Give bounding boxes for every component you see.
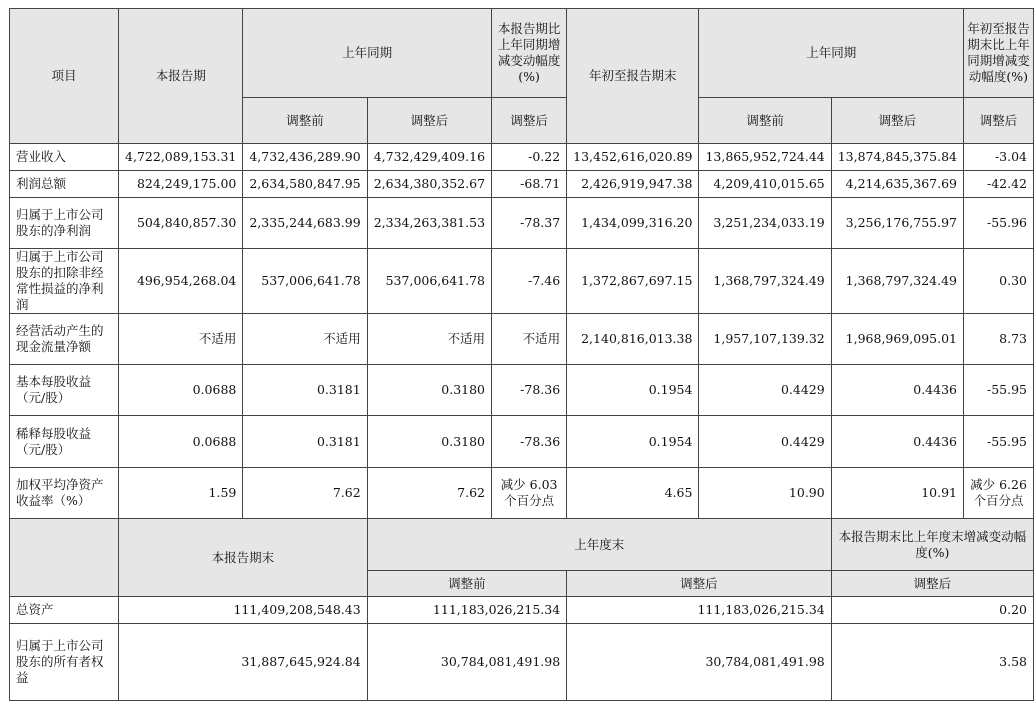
cell-ytd-prior-before: 0.4429: [699, 416, 831, 468]
cell-ytd-yoy: -55.96: [964, 198, 1034, 249]
row-label: 营业收入: [10, 144, 119, 171]
cell-prior-before: 0.3181: [243, 416, 367, 468]
table-row: [10, 171, 1034, 198]
cell-ytd: 2,140,816,013.38: [567, 314, 699, 365]
cell-current: 0.0688: [119, 416, 243, 468]
cell-yoy: -78.36: [492, 365, 567, 416]
cell-current: 824,249,175.00: [119, 171, 243, 198]
cell-ytd: 13,452,616,020.89: [567, 144, 699, 171]
cell-ytd-prior-after: 0.4436: [831, 365, 963, 416]
table-row: [10, 198, 1034, 249]
header2-after-adj-2: 调整后: [831, 571, 1033, 597]
cell-prior-after: 2,334,263,381.53: [367, 198, 491, 249]
cell-prior-after: 不适用: [367, 314, 491, 365]
cell-prior-after: 7.62: [367, 468, 491, 519]
table-row: [10, 314, 1034, 365]
cell-yoy: -7.46: [492, 249, 567, 314]
cell-ytd-prior-before: 0.4429: [699, 365, 831, 416]
cell-prior-before: 2,335,244,683.99: [243, 198, 367, 249]
row-label: 归属于上市公司股东的扣除非经常性损益的净利润: [10, 249, 119, 314]
cell-prior-end-after: 30,784,081,491.98: [567, 624, 832, 701]
cell-yoy: 减少 6.03 个百分点: [492, 468, 567, 519]
cell-yoy: -78.37: [492, 198, 567, 249]
cell-ytd-prior-after: 3,256,176,755.97: [831, 198, 963, 249]
cell-ytd-prior-before: 13,865,952,724.44: [699, 144, 831, 171]
cell-ytd: 1,434,099,316.20: [567, 198, 699, 249]
cell-ytd-yoy: -55.95: [964, 416, 1034, 468]
cell-current: 不适用: [119, 314, 243, 365]
cell-ytd-prior-after: 13,874,845,375.84: [831, 144, 963, 171]
cell-ytd-prior-after: 1,968,969,095.01: [831, 314, 963, 365]
header-after-adj-4: 调整后: [964, 98, 1034, 144]
table-row: [10, 365, 1034, 416]
header-item: 项目: [10, 9, 119, 144]
cell-ytd-prior-after: 0.4436: [831, 416, 963, 468]
cell-ytd: 4.65: [567, 468, 699, 519]
cell-current: 4,722,089,153.31: [119, 144, 243, 171]
cell-current: 0.0688: [119, 365, 243, 416]
header-after-adj: 调整后: [367, 98, 491, 144]
row-label: 基本每股收益（元/股）: [10, 365, 119, 416]
cell-prior-before: 537,006,641.78: [243, 249, 367, 314]
cell-ytd-prior-before: 1,957,107,139.32: [699, 314, 831, 365]
financial-table: [9, 8, 1034, 701]
row-label: 经营活动产生的现金流量净额: [10, 314, 119, 365]
cell-ytd: 1,372,867,697.15: [567, 249, 699, 314]
header-prior-year-period-2: 上年同期: [699, 9, 964, 98]
cell-ytd-yoy: 减少 6.26 个百分点: [964, 468, 1034, 519]
table-row: [10, 468, 1034, 519]
cell-current: 496,954,268.04: [119, 249, 243, 314]
cell-prior-after: 2,634,380,352.67: [367, 171, 491, 198]
cell-ytd-prior-after: 10.91: [831, 468, 963, 519]
cell-yoy: -68.71: [492, 171, 567, 198]
cell-prior-after: 0.3180: [367, 365, 491, 416]
header2-empty: [10, 519, 119, 597]
row-label: 归属于上市公司股东的所有者权益: [10, 624, 119, 701]
cell-prior-before: 4,732,436,289.90: [243, 144, 367, 171]
cell-ytd-prior-before: 1,368,797,324.49: [699, 249, 831, 314]
cell-current: 1.59: [119, 468, 243, 519]
header-current-period: 本报告期: [119, 9, 243, 144]
table-row: [10, 597, 1034, 624]
row-label: 归属于上市公司股东的净利润: [10, 198, 119, 249]
header-prior-year-period: 上年同期: [243, 9, 492, 98]
cell-ytd-prior-before: 4,209,410,015.65: [699, 171, 831, 198]
cell-period-end: 111,409,208,548.43: [119, 597, 368, 624]
cell-prior-after: 4,732,429,409.16: [367, 144, 491, 171]
cell-ytd-prior-after: 4,214,635,367.69: [831, 171, 963, 198]
cell-ytd-yoy: 8.73: [964, 314, 1034, 365]
cell-prior-after: 537,006,641.78: [367, 249, 491, 314]
header-after-adj-2: 调整后: [492, 98, 567, 144]
cell-prior-after: 0.3180: [367, 416, 491, 468]
table-row: [10, 144, 1034, 171]
header-ytd-end: 年初至报告期末: [567, 9, 699, 144]
cell-ytd: 0.1954: [567, 416, 699, 468]
cell-ytd-yoy: -55.95: [964, 365, 1034, 416]
cell-prior-end-after: 111,183,026,215.34: [567, 597, 832, 624]
header-before-adj-2: 调整前: [699, 98, 831, 144]
table-row: [10, 624, 1034, 701]
cell-ytd: 0.1954: [567, 365, 699, 416]
cell-yoy: -78.36: [492, 416, 567, 468]
cell-change: 3.58: [831, 624, 1033, 701]
cell-ytd-prior-after: 1,368,797,324.49: [831, 249, 963, 314]
cell-change: 0.20: [831, 597, 1033, 624]
header2-before-adj: 调整前: [367, 571, 566, 597]
cell-prior-end-before: 111,183,026,215.34: [367, 597, 566, 624]
row-label: 稀释每股收益（元/股）: [10, 416, 119, 468]
header2-after-adj: 调整后: [567, 571, 832, 597]
cell-prior-before: 2,634,580,847.95: [243, 171, 367, 198]
cell-period-end: 31,887,645,924.84: [119, 624, 368, 701]
row-label: 加权平均净资产收益率（%）: [10, 468, 119, 519]
cell-ytd-yoy: -3.04: [964, 144, 1034, 171]
table-row: [10, 249, 1034, 314]
cell-prior-before: 7.62: [243, 468, 367, 519]
header2-period-end: 本报告期末: [119, 519, 368, 597]
cell-yoy: -0.22: [492, 144, 567, 171]
cell-ytd-prior-before: 3,251,234,033.19: [699, 198, 831, 249]
header2-prior-year-end: 上年度末: [367, 519, 831, 571]
cell-ytd-yoy: -42.42: [964, 171, 1034, 198]
header-yoy-change: 本报告期比上年同期增减变动幅度(%): [492, 9, 567, 98]
cell-prior-before: 不适用: [243, 314, 367, 365]
cell-ytd: 2,426,919,947.38: [567, 171, 699, 198]
row-label: 总资产: [10, 597, 119, 624]
cell-current: 504,840,857.30: [119, 198, 243, 249]
cell-ytd-yoy: 0.30: [964, 249, 1034, 314]
header-ytd-yoy-change: 年初至报告期末比上年同期增减变动幅度(%): [964, 9, 1034, 98]
header2-change: 本报告期末比上年度末增减变动幅度(%): [831, 519, 1033, 571]
row-label: 利润总额: [10, 171, 119, 198]
cell-prior-before: 0.3181: [243, 365, 367, 416]
cell-yoy: 不适用: [492, 314, 567, 365]
table-row: [10, 416, 1034, 468]
header-before-adj: 调整前: [243, 98, 367, 144]
header-after-adj-3: 调整后: [831, 98, 963, 144]
cell-prior-end-before: 30,784,081,491.98: [367, 624, 566, 701]
cell-ytd-prior-before: 10.90: [699, 468, 831, 519]
